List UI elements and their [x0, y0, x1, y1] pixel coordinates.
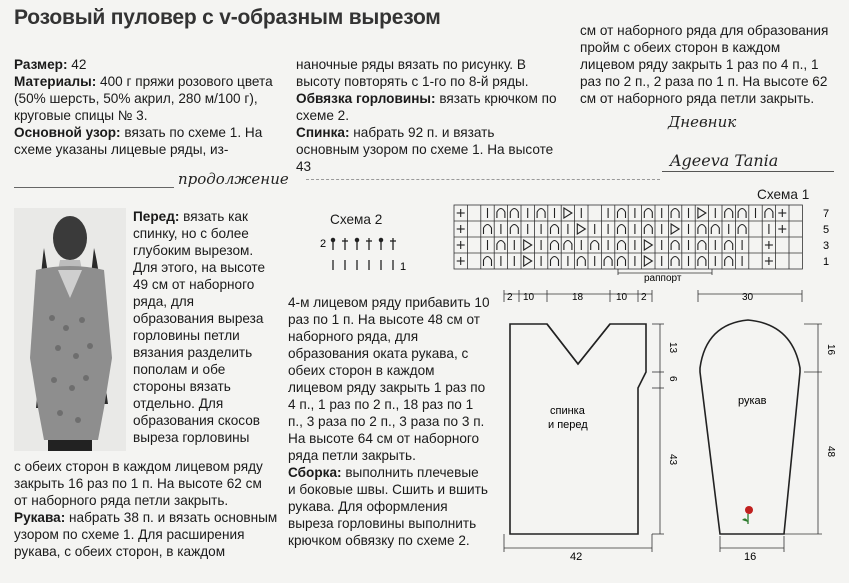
scheme2-title: Схема 2	[330, 212, 383, 227]
chart-cell	[618, 257, 626, 267]
scheme1-chart	[450, 203, 840, 283]
assembly-text: выполнить плечевые и боковые швы. Сшить и вшить рукава. Для оформления выреза горловины выполнить крючком обвязку по схеме 2.	[288, 465, 488, 548]
body-label-line1: спинка	[550, 405, 585, 417]
chart-cell	[671, 241, 679, 251]
chart-cell	[457, 225, 465, 233]
chart-cell	[591, 241, 599, 251]
main-pattern-text: вязать по схеме 1. На схеме указаны лицевые ряды, из-	[14, 125, 263, 157]
divider-line-right	[306, 179, 660, 180]
scheme1-row3: 3	[823, 240, 830, 252]
body-dim-13: 13	[667, 342, 678, 354]
body-dim-10-left: 10	[523, 292, 535, 303]
signature-underline	[662, 171, 834, 172]
model-photo	[14, 208, 126, 451]
chart-cell	[725, 257, 733, 267]
sleeve-dim-16-right: 16	[825, 344, 836, 356]
back-label: Спинка:	[296, 125, 350, 140]
chart-cell	[711, 225, 719, 235]
chart-cell	[671, 257, 679, 267]
front-text: вязать как спинку, но с более глубоким вырезом. Для этого, на высоте 49 см от наборного ряда, для образования выреза горловины петли вязания разделить пополам и обе стороны вязать отдельно. Для образования скосов выреза горловины	[133, 209, 266, 445]
chart-cell	[738, 225, 746, 235]
main-pattern-label: Основной узор:	[14, 125, 121, 140]
chart-cell	[510, 209, 518, 219]
sleeve-cap-text: 4-м лицевом ряду прибавить 10 раз по 1 п. На высоте 48 см от наборного ряда, для образования оката рукава, с обеих сторон в каждом лицевом ряду закрыть 1 раз по 4 п., 1 раз по 2 п., 18 раз по 1 п., 3 раза по 2 п., 3 раза по 3 п. На высоте 64 см от наборного ряда петли закрыть.	[288, 295, 490, 463]
chart-cell	[765, 257, 773, 265]
materials-label: Материалы:	[14, 74, 97, 89]
chart-cell	[778, 225, 786, 233]
size-value: 42	[67, 57, 87, 72]
chart-cell	[524, 256, 532, 266]
materials-text: 400 г пряжи розового цвета (50% шерсть, 50% акрил, 280 м/100 г), круговые спицы № 3.	[14, 74, 273, 123]
sleeves-label: Рукава:	[14, 510, 66, 525]
body-dim-43: 43	[667, 454, 678, 466]
size-label: Размер:	[14, 57, 68, 72]
body-dim-6: 6	[667, 376, 678, 382]
sleeves-text: набрать 38 п. и вязать основным узором по схеме 1. Для расширения рукава, с обеих сторон, в каждом	[14, 510, 278, 559]
chart-cell	[524, 240, 532, 250]
chart-cell	[551, 241, 559, 251]
chart-cell	[604, 257, 612, 267]
chart-cell	[644, 209, 652, 219]
chart-cell	[725, 241, 733, 251]
chart-cell	[551, 225, 559, 235]
chart-cell	[698, 241, 706, 251]
neck-edging-label: Обвязка горловины:	[296, 91, 436, 106]
signature-line2: Ageeva Tania	[670, 151, 779, 170]
body-dim-2-right: 2	[641, 292, 647, 303]
chart-cell	[644, 240, 652, 250]
scheme2-row1: 1	[400, 261, 407, 273]
chart-cell	[618, 209, 626, 219]
chart-cell	[497, 209, 505, 219]
scheme1-repeat-label: раппорт	[644, 273, 682, 284]
body-dim-2-left: 2	[507, 292, 513, 303]
chart-cell	[537, 209, 545, 219]
chart-cell	[564, 208, 572, 218]
chart-cell	[765, 241, 773, 249]
model-photo-image	[14, 208, 126, 451]
chart-cell	[738, 209, 746, 219]
chart-cell	[778, 209, 786, 217]
continued-label: продолжение	[178, 170, 289, 188]
chart-cell	[644, 256, 652, 266]
front-text-beside	[133, 208, 273, 446]
chart-cell	[765, 209, 773, 219]
chart-cell	[564, 241, 572, 251]
chart-cell	[698, 225, 706, 235]
page-title: Розовый пуловер с v-образным вырезом	[14, 6, 441, 29]
rose-icon	[742, 506, 753, 524]
assembly-label: Сборка:	[288, 465, 342, 480]
scheme1-row5: 5	[823, 224, 830, 236]
sleeve-label: рукав	[738, 395, 767, 407]
chart-cell	[698, 257, 706, 267]
back-column	[296, 56, 561, 175]
chart-cell	[618, 225, 626, 235]
signature-line1: Дневник	[668, 113, 737, 131]
purl-rows-text: наночные ряды вязать по рисунку. В высоту повторять с 1-го по 8-й ряды.	[296, 57, 529, 89]
chart-cell	[484, 225, 492, 235]
body-dim-10-right: 10	[616, 292, 628, 303]
chart-cell	[457, 209, 465, 217]
chart-cell	[577, 224, 585, 234]
sleeve-dim-48: 48	[825, 446, 836, 458]
chart-cell	[618, 241, 626, 251]
scheme2-diagram	[318, 230, 410, 276]
back-text: набрать 92 п. и вязать основным узором по схеме 1. На высоте 43	[296, 125, 554, 174]
chart-cell	[484, 257, 492, 267]
chart-cell	[725, 209, 733, 219]
chart-cell	[457, 257, 465, 265]
size-materials-column	[14, 56, 284, 158]
chart-cell	[577, 257, 585, 267]
divider-line	[14, 187, 174, 188]
front-text-below	[14, 458, 278, 560]
scheme2-row2: 2	[320, 238, 327, 250]
front-label: Перед:	[133, 209, 180, 224]
chart-cell	[671, 209, 679, 219]
body-dim-18: 18	[572, 292, 584, 303]
armhole-column	[580, 22, 836, 107]
scheme1-row1: 1	[823, 256, 830, 268]
sleeve-dim-16-bottom: 16	[744, 551, 757, 563]
scheme1-row7: 7	[823, 208, 830, 220]
sleeve-assembly-column	[288, 294, 490, 549]
scheme1-title: Схема 1	[757, 187, 810, 202]
body-label-line2: и перед	[548, 419, 588, 431]
chart-cell	[510, 225, 518, 235]
armhole-text: см от наборного ряда для образования пройм с обеих сторон в каждом лицевом ряду закрыть 1 раз по 4 п., 1 раз по 2 п., 2 раза по 1 п. На высоте 62 см от наборного ряда петли закрыть.	[580, 23, 829, 106]
chart-cell	[497, 241, 505, 251]
body-dim-42: 42	[570, 551, 583, 563]
neck-edging-text: вязать крючком по схеме 2.	[296, 91, 557, 123]
chart-cell	[551, 257, 559, 267]
sleeve-pattern	[680, 284, 840, 580]
body-pattern	[492, 284, 678, 580]
chart-cell	[457, 241, 465, 249]
chart-cell	[671, 224, 679, 234]
sleeve-dim-30: 30	[742, 292, 754, 303]
front-text-continued: с обеих сторон в каждом лицевом ряду закрыть 16 раз по 1 п. На высоте 62 см от наборного ряда петли закрыть.	[14, 459, 263, 508]
chart-cell	[644, 225, 652, 235]
chart-cell	[698, 208, 706, 218]
